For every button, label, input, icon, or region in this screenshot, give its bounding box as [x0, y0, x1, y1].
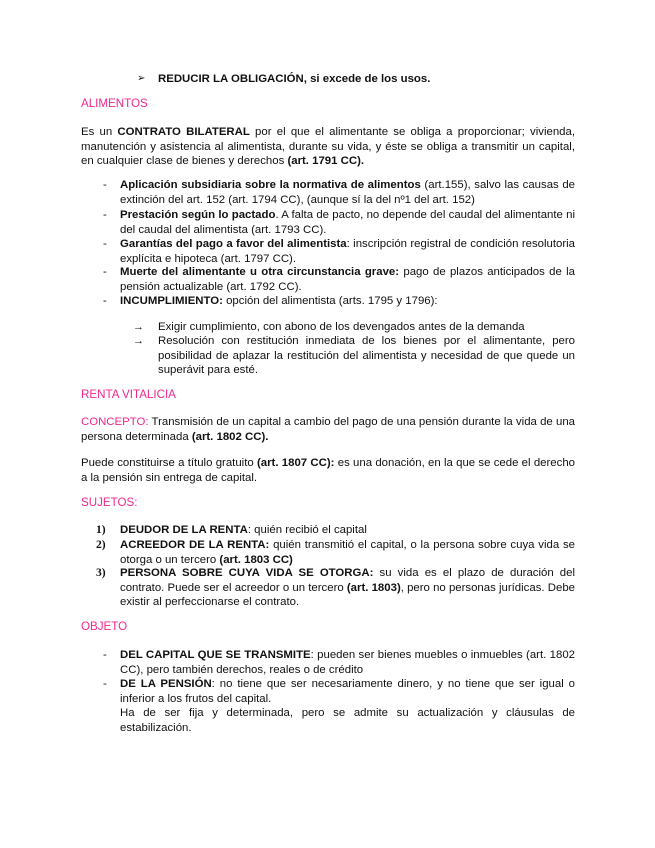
- objeto-extra: Ha de ser fija y determinada, pero se admite su actualización y cláusulas de estabilización.: [120, 707, 575, 734]
- text-run: Transmisión de un capital a cambio del pago de una pensión durante la vida de una persona determinada: [81, 416, 575, 443]
- arrowhead-bullet-icon: ➢: [137, 73, 146, 84]
- section-heading-alimentos: ALIMENTOS: [81, 97, 148, 110]
- alimentos-item-1: [120, 178, 575, 207]
- bold-text-run: (art. 1802 CC).: [191, 430, 269, 443]
- text-run: Es un: [81, 126, 118, 138]
- bold-text-run: (art. 1803): [346, 581, 401, 594]
- text-run: : pueden ser bienes muebles o inmuebles (art. 1802 CC), pero también derechos, reales o de crédito: [120, 649, 576, 676]
- text-run: . A falta de pacto, no depende del caudal del alimentante ni del caudal del alimentista (art. 1793 CC).: [120, 209, 576, 236]
- item-number: 3): [96, 566, 106, 579]
- sujetos-item-2: [120, 538, 575, 567]
- bold-text-run: (art. 1791 CC).: [287, 155, 365, 168]
- bold-text-run: CONTRATO BILATERAL: [117, 126, 250, 138]
- bold-text-run: INCUMPLIMIENTO:: [120, 295, 223, 307]
- renta-gratuito: [81, 456, 575, 485]
- dash-bullet: -: [103, 678, 107, 690]
- bold-text-run: (art. 1803 CC): [219, 553, 293, 566]
- alimentos-item-2: [120, 208, 575, 237]
- text-run: : quién recibió el capital: [247, 524, 367, 536]
- bold-text-run: (art. 1807 CC):: [256, 457, 335, 469]
- section-heading-sujetos: SUJETOS:: [81, 496, 138, 509]
- alimentos-intro: [81, 125, 575, 169]
- item-number: 1): [96, 523, 106, 536]
- sujetos-item-3: [120, 566, 575, 610]
- text-run: Puede constituirse a título gratuito: [81, 457, 257, 469]
- sujetos-item-1: [120, 523, 575, 538]
- bold-text-run: Aplicación subsidiaria sobre la normativa de alimentos: [120, 179, 421, 191]
- arrow-bullet-icon: →: [133, 321, 144, 333]
- text-run: por el que el alimentante se obliga a proporcionar; vivienda, manutención y asistencia al alimentista, durante su vida, y éste se obliga a transmitir un capital, en cualquier clase de bienes y derechos: [81, 126, 575, 168]
- dash-bullet: -: [103, 209, 107, 221]
- alimentos-item-5: [120, 294, 575, 309]
- bold-text-run: DEL CAPITAL QUE SE TRANSMITE: [120, 649, 311, 661]
- bold-text-run: PERSONA SOBRE CUYA VIDA SE OTORGA:: [120, 567, 374, 579]
- concepto-text: [81, 416, 575, 443]
- objeto-item-1: [120, 648, 575, 677]
- text-run: (art.155), salvo las causas de extinción del art. 152 (art. 1794 CC), (aunque sí la del nº1 del art. 152): [120, 179, 576, 206]
- dash-bullet: -: [103, 295, 107, 307]
- objeto-item-2: [120, 677, 575, 706]
- dash-bullet: -: [103, 266, 107, 278]
- text-run: pago de plazos anticipados de la pensión actualizable (art. 1792 CC).: [120, 266, 575, 293]
- dash-bullet: -: [103, 238, 107, 250]
- text-run: es una donación, en la que se cede el derecho a la pensión sin entrega de capital.: [81, 457, 575, 484]
- dash-bullet: -: [103, 179, 107, 191]
- bold-text-run: DE LA PENSIÓN: [120, 678, 212, 690]
- bold-text-run: Prestación según lo pactado: [120, 209, 276, 221]
- text-run: : no tiene que ser necesariamente dinero, y no tiene que ser igual o inferior a los frutos del capital.: [120, 678, 575, 705]
- bold-text-run: Muerte del alimentante u otra circunstancia grave:: [120, 266, 400, 278]
- text-run: opción del alimentista (arts. 1795 y 1796):: [222, 295, 438, 307]
- alimentos-item-3: [120, 237, 575, 266]
- bold-text-run: ACREEDOR DE LA RENTA:: [120, 539, 270, 551]
- alimentos-sub-item-1: Exigir cumplimiento, con abono de los devengados antes de la demanda: [158, 321, 525, 333]
- text-run: , pero no personas jurídicas. Debe existir al perfeccionarse el contrato.: [120, 581, 575, 609]
- item-number: 2): [96, 538, 106, 551]
- section-heading-renta-vitalicia: RENTA VITALICIA: [81, 388, 176, 401]
- text-run: : inscripción registral de condición resolutoria explícita e hipoteca (art. 1797 CC).: [120, 238, 575, 265]
- arrow-bullet-icon: →: [133, 335, 144, 347]
- concepto-label: CONCEPTO:: [81, 416, 149, 428]
- alimentos-item-4: [120, 265, 575, 294]
- text-run: su vida es el plazo de duración del contrato. Puede ser el acreedor o un tercero: [120, 567, 576, 594]
- dash-bullet: -: [103, 649, 107, 661]
- top-item-text: REDUCIR LA OBLIGACIÓN, si excede de los usos.: [158, 73, 431, 85]
- text-run: quién transmitió el capital, o la persona sobre cuya vida se otorga o un tercero: [120, 539, 575, 566]
- bold-text-run: Garantías del pago a favor del alimentista: [120, 238, 347, 250]
- section-heading-objeto: OBJETO: [81, 620, 128, 633]
- bold-text-run: DEUDOR DE LA RENTA: [120, 524, 248, 536]
- alimentos-sub-item-2: Resolución con restitución inmediata de los bienes por el alimentante, pero posibilidad de aplazar la restitución del alimentista y necesidad de que quede un superávit para esté.: [158, 335, 575, 377]
- renta-concepto: [81, 415, 575, 444]
